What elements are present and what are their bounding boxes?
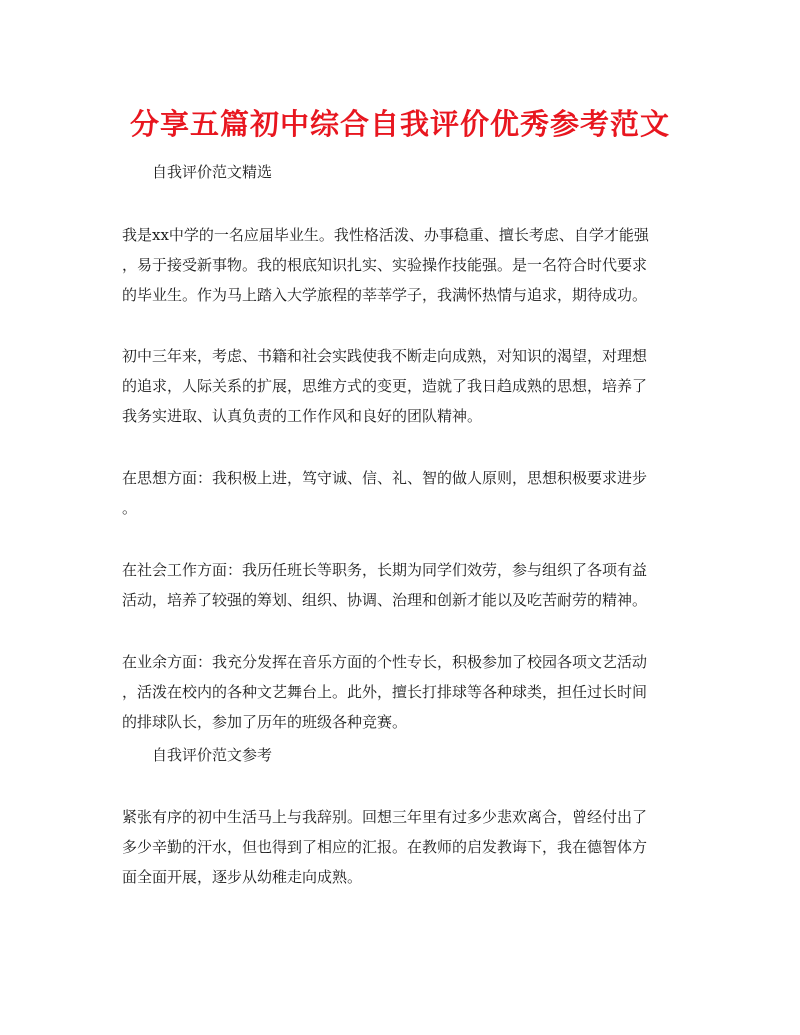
paragraph-2 bbox=[122, 341, 682, 431]
section-heading-2: 自我评价范文参考 bbox=[152, 746, 273, 764]
paragraph-line: 在思想方面：我积极上进，笃守诚、信、礼、智的做人原则，思想积极要求进步 bbox=[122, 469, 648, 487]
paragraph-line: 初中三年来，考虑、书籍和社会实践使我不断走向成熟，对知识的渴望，对理想 bbox=[122, 347, 648, 365]
document-title: 分享五篇初中综合自我评价优秀参考范文 bbox=[129, 107, 670, 141]
paragraph-line: ，易于接受新事物。我的根底知识扎实、实验操作技能强。是一名符合时代要求 bbox=[122, 256, 648, 274]
paragraph-5 bbox=[122, 647, 682, 737]
paragraph-line: 面全面开展，逐步从幼稚走向成熟。 bbox=[122, 868, 363, 886]
paragraph-line: 的毕业生。作为马上踏入大学旅程的莘莘学子，我满怀热情与追求，期待成功。 bbox=[122, 286, 648, 304]
paragraph-line: ，活泼在校内的各种文艺舞台上。此外，擅长打排球等各种球类，担任过长时间 bbox=[122, 683, 648, 701]
paragraph-line: 活动，培养了较强的筹划、组织、协调、治理和创新才能以及吃苦耐劳的精神。 bbox=[122, 591, 648, 609]
section-heading-1: 自我评价范文精选 bbox=[152, 163, 273, 181]
paragraph-1 bbox=[122, 220, 682, 310]
paragraph-3 bbox=[122, 463, 682, 523]
paragraph-6 bbox=[122, 802, 682, 892]
paragraph-line: 在社会工作方面：我历任班长等职务，长期为同学们效劳，参与组织了各项有益 bbox=[122, 561, 648, 579]
paragraph-line: 的排球队长，参加了历年的班级各种竞赛。 bbox=[122, 713, 408, 731]
paragraph-line: 在业余方面：我充分发挥在音乐方面的个性专长，积极参加了校园各项文艺活动 bbox=[122, 653, 648, 671]
paragraph-line: 的追求，人际关系的扩展，思维方式的变更，造就了我日趋成熟的思想，培养了 bbox=[122, 377, 648, 395]
paragraph-line: 紧张有序的初中生活马上与我辞别。回想三年里有过多少悲欢离合，曾经付出了 bbox=[122, 808, 648, 826]
paragraph-line: 我务实进取、认真负责的工作作风和良好的团队精神。 bbox=[122, 407, 483, 425]
paragraph-line: 多少辛勤的汗水，但也得到了相应的汇报。在教师的启发教诲下，我在德智体方 bbox=[122, 838, 648, 856]
paragraph-4 bbox=[122, 555, 682, 615]
paragraph-line: 。 bbox=[122, 499, 138, 517]
paragraph-line: 我是xx中学的一名应届毕业生。我性格活泼、办事稳重、擅长考虑、自学才能强 bbox=[122, 226, 649, 244]
